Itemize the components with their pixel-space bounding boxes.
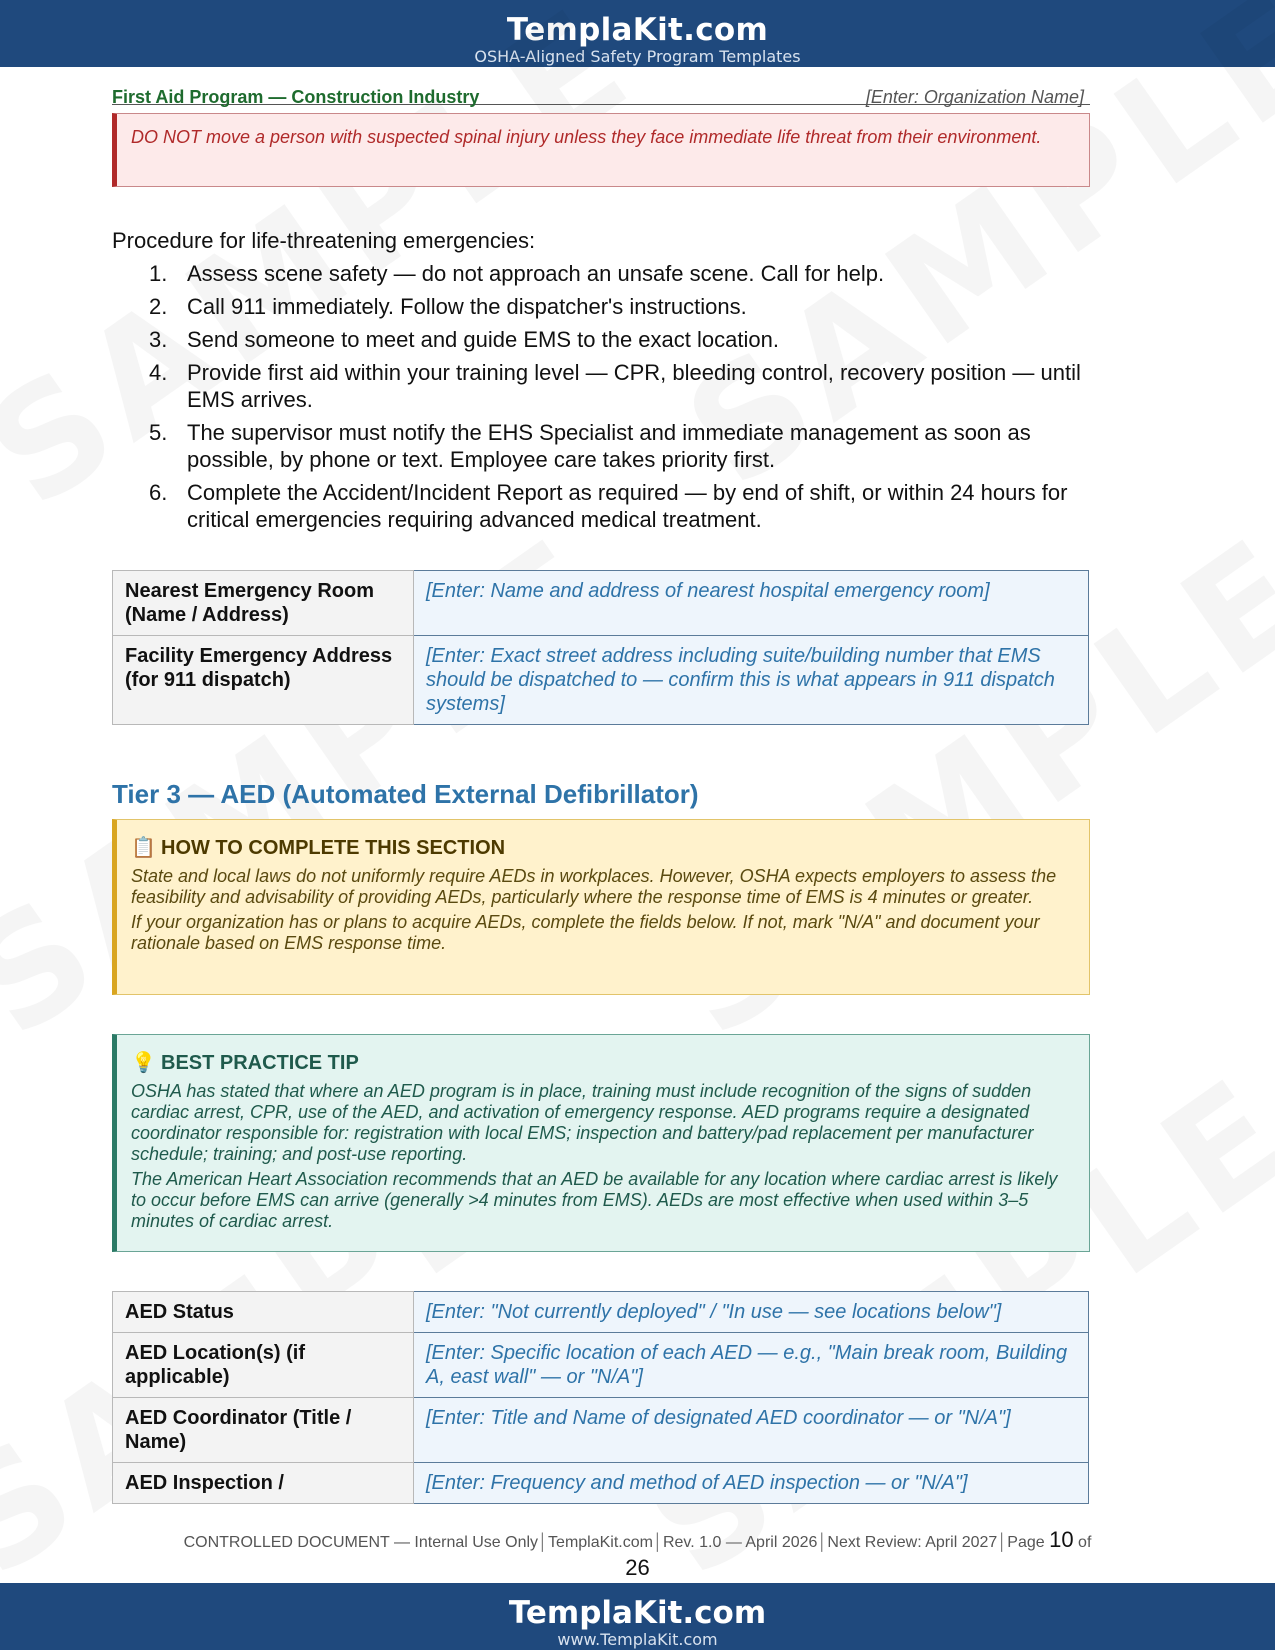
step-number: 3. bbox=[149, 327, 168, 352]
field-label: AED Location(s) (if applicable) bbox=[113, 1333, 414, 1398]
table-row bbox=[113, 636, 1089, 725]
field-value-input[interactable]: [Enter: Exact street address including suite/building number that EMS should be dispatched to — confirm this is what appears in 911 dispatch systems] bbox=[414, 636, 1089, 725]
field-value-input[interactable]: [Enter: Frequency and method of AED inspection — or "N/A"] bbox=[414, 1463, 1089, 1504]
field-label: AED Status bbox=[113, 1292, 414, 1333]
list-item bbox=[112, 260, 1122, 287]
footer-revision: Rev. 1.0 — April 2026 bbox=[662, 1534, 818, 1551]
bottom-banner bbox=[0, 1583, 1275, 1650]
procedure-intro: Procedure for life-threatening emergencies: bbox=[112, 228, 536, 253]
table-row bbox=[113, 1463, 1089, 1504]
field-value-input[interactable]: [Enter: Specific location of each AED — e.g., "Main break room, Building A, east wall" — or "N/A"] bbox=[414, 1333, 1089, 1398]
callout-paragraph: OSHA has stated that where an AED program is in place, training must include recognition of the signs of sudden cardiac arrest, CPR, use of the AED, and activation of emergency response. AED programs require a designated coordinator responsible for: registration with local EMS; inspection and battery/pad replacement per manufacturer schedule; training; and post-use reporting. bbox=[131, 1081, 1034, 1164]
step-text: The supervisor must notify the EHS Specialist and immediate management as soon as possible, by phone or text. Employee care takes priority first. bbox=[187, 420, 1031, 472]
field-value-input[interactable]: [Enter: Title and Name of designated AED coordinator — or "N/A"] bbox=[414, 1398, 1089, 1463]
total-pages: 26 bbox=[625, 1555, 650, 1580]
brand-name: TemplaKit.com bbox=[506, 12, 769, 48]
field-label: Facility Emergency Address (for 911 dispatch) bbox=[113, 636, 414, 725]
callout-heading bbox=[131, 836, 1071, 860]
document-title: First Aid Program — Construction Industry bbox=[112, 87, 480, 107]
running-header bbox=[112, 77, 1090, 105]
footer-separator: │ bbox=[997, 1534, 1008, 1551]
page-number: 10 bbox=[1049, 1527, 1074, 1552]
brand-url[interactable]: www.TemplaKit.com bbox=[557, 1630, 718, 1649]
organization-placeholder: [Enter: Organization Name] bbox=[865, 87, 1084, 107]
field-label: Nearest Emergency Room (Name / Address) bbox=[113, 571, 414, 636]
aed-info-table bbox=[112, 1291, 1089, 1504]
step-text: Call 911 immediately. Follow the dispatcher's instructions. bbox=[187, 294, 747, 319]
list-item bbox=[112, 326, 1122, 353]
footer-next-review: Next Review: April 2027 bbox=[827, 1534, 998, 1551]
lightbulb-icon: 💡 bbox=[131, 1052, 156, 1074]
list-item bbox=[112, 419, 1122, 473]
step-text: Complete the Accident/Incident Report as required — by end of shift, or within 24 hours for critical emergencies requiring advanced medical treatment. bbox=[187, 480, 1068, 532]
step-number: 1. bbox=[149, 261, 168, 286]
field-value-input[interactable]: [Enter: "Not currently deployed" / "In use — see locations below"] bbox=[414, 1292, 1089, 1333]
field-value-input[interactable]: [Enter: Name and address of nearest hospital emergency room] bbox=[414, 571, 1089, 636]
footer-separator: │ bbox=[817, 1534, 828, 1551]
page-footer bbox=[0, 1527, 1275, 1581]
footer-page-label: Page bbox=[1007, 1534, 1045, 1551]
callout-heading-text: BEST PRACTICE TIP bbox=[161, 1052, 359, 1074]
best-practice-callout bbox=[112, 1034, 1090, 1252]
list-item bbox=[112, 359, 1122, 413]
table-row bbox=[113, 1292, 1089, 1333]
how-to-callout bbox=[112, 819, 1090, 995]
step-number: 5. bbox=[149, 420, 168, 445]
step-text: Assess scene safety — do not approach an unsafe scene. Call for help. bbox=[187, 261, 885, 286]
callout-paragraph: If your organization has or plans to acquire AEDs, complete the fields below. If not, mark "N/A" and document your rationale based on EMS response time. bbox=[131, 912, 1040, 953]
callout-paragraph: The American Heart Association recommends that an AED be available for any location where cardiac arrest is likely to occur before EMS can arrive (generally >4 minutes from EMS). AEDs are most effective when used within 3–5 minutes of cardiac arrest. bbox=[131, 1169, 1058, 1231]
step-text: Send someone to meet and guide EMS to the exact location. bbox=[187, 327, 779, 352]
footer-of-label: of bbox=[1078, 1534, 1092, 1551]
spinal-injury-warning: DO NOT move a person with suspected spinal injury unless they face immediate life threat from their environment. bbox=[112, 113, 1090, 187]
table-row bbox=[113, 1333, 1089, 1398]
callout-heading-text: HOW TO COMPLETE THIS SECTION bbox=[161, 837, 506, 859]
section-heading: Tier 3 — AED (Automated External Defibrillator) bbox=[112, 779, 699, 809]
field-label: AED Inspection / bbox=[113, 1463, 414, 1504]
step-number: 6. bbox=[149, 480, 168, 505]
footer-site: TemplaKit.com bbox=[548, 1534, 653, 1551]
footer-separator: │ bbox=[538, 1534, 549, 1551]
step-number: 4. bbox=[149, 360, 168, 385]
clipboard-icon: 📋 bbox=[131, 837, 156, 859]
brand-name: TemplaKit.com bbox=[508, 1595, 767, 1631]
brand-tagline: OSHA-Aligned Safety Program Templates bbox=[474, 47, 801, 66]
field-label: AED Coordinator (Title / Name) bbox=[113, 1398, 414, 1463]
callout-paragraph: State and local laws do not uniformly require AEDs in workplaces. However, OSHA expects employers to assess the feasibility and advisability of providing AEDs, particularly where the response time of EMS is 4 minutes or greater. bbox=[131, 866, 1057, 907]
list-item bbox=[112, 293, 1122, 320]
step-number: 2. bbox=[149, 294, 168, 319]
footer-line bbox=[0, 1527, 1275, 1553]
controlled-document-label: CONTROLLED DOCUMENT — Internal Use Only bbox=[183, 1534, 539, 1551]
procedure-steps bbox=[112, 260, 1122, 539]
step-text: Provide first aid within your training level — CPR, bleeding control, recovery position — until EMS arrives. bbox=[187, 360, 1081, 412]
footer-separator: │ bbox=[652, 1534, 663, 1551]
table-row bbox=[113, 1398, 1089, 1463]
list-item bbox=[112, 479, 1122, 533]
top-banner bbox=[0, 0, 1275, 67]
emergency-info-table bbox=[112, 570, 1089, 725]
table-row bbox=[113, 571, 1089, 636]
callout-heading bbox=[131, 1051, 1071, 1075]
